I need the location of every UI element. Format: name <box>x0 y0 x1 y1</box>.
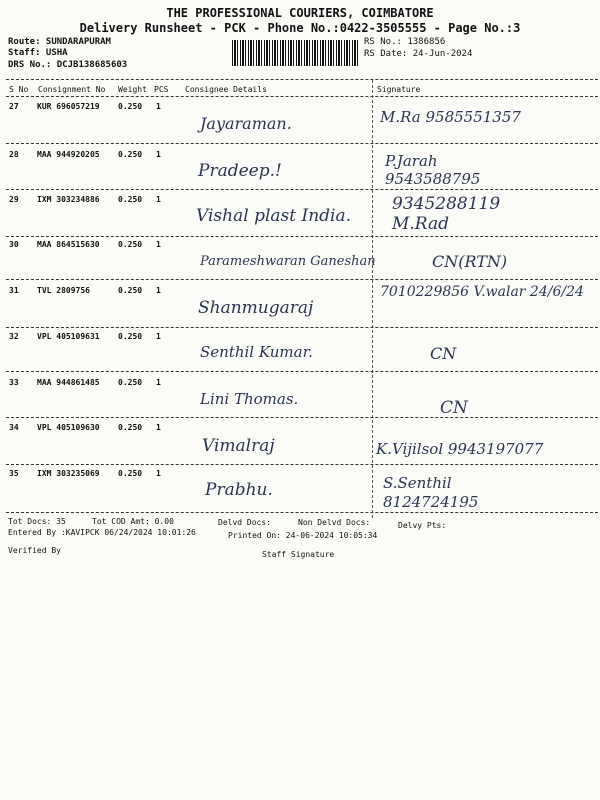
row-consignment: MAA 944861485 <box>37 378 100 387</box>
consignee-handwriting: Vimalraj <box>202 436 275 456</box>
signature-handwriting: K.Vijilsol 9943197077 <box>376 440 544 458</box>
row-weight: 0.250 <box>118 195 143 204</box>
row-weight: 0.250 <box>118 378 143 387</box>
col-weight: Weight <box>118 85 147 94</box>
col-sno: S No <box>9 85 29 94</box>
delivery-points: Delvy Pts: <box>398 521 447 530</box>
row-divider <box>6 189 598 190</box>
row-weight: 0.250 <box>118 332 143 341</box>
row-sno: 32 <box>9 332 19 341</box>
consignee-handwriting: Shanmugaraj <box>198 298 314 318</box>
row-divider <box>6 417 598 418</box>
delivered-docs: Delvd Docs: <box>218 518 271 527</box>
signature-handwriting: S.Senthil 8124724195 <box>383 474 479 511</box>
signature-handwriting: CN <box>430 344 457 363</box>
row-consignment: MAA 944920205 <box>37 150 100 159</box>
row-sno: 33 <box>9 378 19 387</box>
row-divider <box>6 236 598 237</box>
printed-on: Printed On: 24-06-2024 10:05:34 <box>228 531 378 540</box>
row-pcs: 1 <box>156 240 161 249</box>
signature-handwriting: 7010229856 V.walar 24/6/24 <box>380 284 584 300</box>
row-consignment: TVL 2809756 <box>37 286 90 295</box>
staff-signature-label: Staff Signature <box>262 550 335 559</box>
row-divider <box>6 464 598 465</box>
header-top-rule <box>6 79 598 80</box>
signature-column-divider <box>372 80 373 518</box>
row-weight: 0.250 <box>118 102 143 111</box>
row-divider <box>6 371 598 372</box>
col-signature: Signature <box>377 85 421 94</box>
row-pcs: 1 <box>156 332 161 341</box>
row-pcs: 1 <box>156 195 161 204</box>
drs-number: DRS No.: DCJB138685603 <box>8 60 128 70</box>
route-label: Route: SUNDARAPURAM <box>8 37 111 47</box>
row-divider <box>6 327 598 328</box>
consignee-handwriting: Jayaraman. <box>200 114 292 133</box>
row-consignment: VPL 405109630 <box>37 423 100 432</box>
row-consignment: VPL 405109631 <box>37 332 100 341</box>
consignee-handwriting: Parameshwaran Ganeshan <box>200 254 376 269</box>
table-bottom-rule <box>6 512 598 513</box>
row-consignment: IXM 303235069 <box>37 469 100 478</box>
row-weight: 0.250 <box>118 469 143 478</box>
staff-label: Staff: USHA <box>8 48 68 58</box>
row-weight: 0.250 <box>118 423 143 432</box>
row-consignment: IXM 303234886 <box>37 195 100 204</box>
consignee-handwriting: Vishal plast India. <box>196 206 352 226</box>
non-delivered-docs: Non Delvd Docs: <box>298 518 371 527</box>
header-bottom-rule <box>6 96 598 97</box>
signature-handwriting: P.Jarah 9543588795 <box>385 152 481 188</box>
consignee-handwriting: Prabhu. <box>205 480 273 500</box>
row-divider <box>6 143 598 144</box>
row-sno: 29 <box>9 195 19 204</box>
signature-handwriting: CN(RTN) <box>432 252 508 271</box>
barcode-image <box>232 40 358 66</box>
rs-date: RS Date: 24-Jun-2024 <box>364 49 473 59</box>
row-sno: 28 <box>9 150 19 159</box>
row-sno: 27 <box>9 102 19 111</box>
runsheet-subtitle: Delivery Runsheet - PCK - Phone No.:0422-3505555 - Page No.:3 <box>79 21 521 35</box>
col-consignee: Consignee Details <box>185 85 267 94</box>
row-sno: 35 <box>9 469 19 478</box>
row-weight: 0.250 <box>118 150 143 159</box>
row-pcs: 1 <box>156 286 161 295</box>
row-sno: 34 <box>9 423 19 432</box>
row-pcs: 1 <box>156 469 161 478</box>
row-consignment: KUR 696057219 <box>37 102 100 111</box>
signature-handwriting: CN <box>440 398 468 418</box>
consignee-handwriting: Pradeep.! <box>198 161 282 181</box>
row-sno: 31 <box>9 286 19 295</box>
total-cod-amount: Tot COD Amt: 0.00 <box>92 517 174 526</box>
consignee-handwriting: Lini Thomas. <box>200 390 299 408</box>
signature-handwriting: 9345288119 M.Rad <box>392 194 501 234</box>
row-consignment: MAA 864515630 <box>37 240 100 249</box>
verified-by-label: Verified By <box>8 546 61 555</box>
total-docs: Tot Docs: 35 <box>8 517 66 526</box>
row-sno: 30 <box>9 240 19 249</box>
row-pcs: 1 <box>156 423 161 432</box>
entered-by: Entered By :KAVIPCK 06/24/2024 10:01:26 <box>8 528 196 537</box>
signature-handwriting: M.Ra 9585551357 <box>380 108 521 126</box>
row-weight: 0.250 <box>118 240 143 249</box>
col-consignment: Consignment No <box>38 85 106 94</box>
row-divider <box>6 279 598 280</box>
row-pcs: 1 <box>156 150 161 159</box>
row-weight: 0.250 <box>118 286 143 295</box>
company-title: THE PROFESSIONAL COURIERS, COIMBATORE <box>166 6 434 20</box>
row-pcs: 1 <box>156 378 161 387</box>
col-pcs: PCS <box>154 85 169 94</box>
consignee-handwriting: Senthil Kumar. <box>200 343 313 361</box>
row-pcs: 1 <box>156 102 161 111</box>
rs-number: RS No.: 1386856 <box>364 37 446 47</box>
